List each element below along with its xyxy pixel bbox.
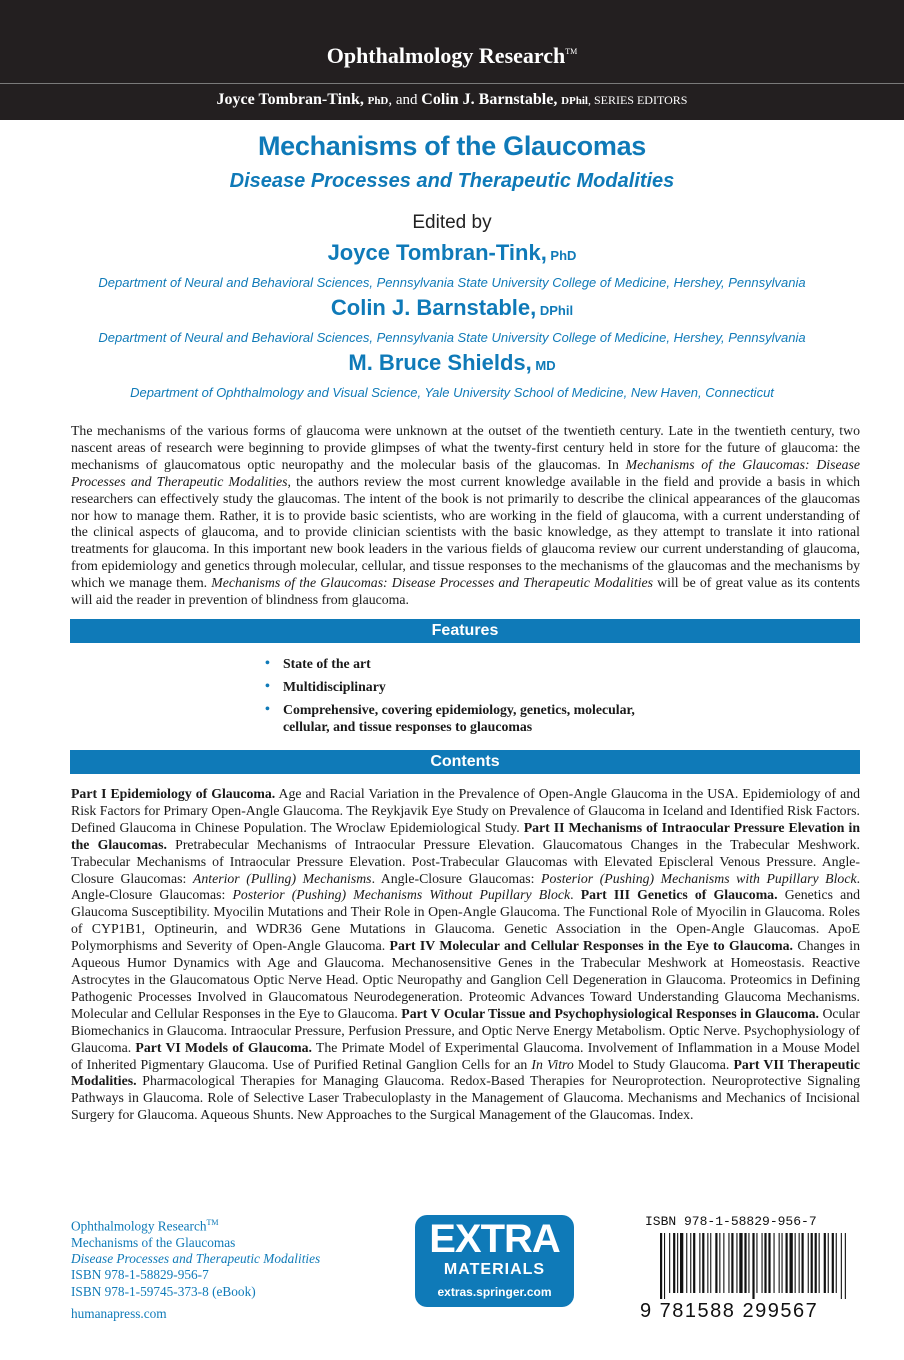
barcode-bar <box>690 1233 691 1293</box>
contents-segment: Model to Study Glaucoma. <box>573 1056 734 1072</box>
barcode-bar <box>739 1233 742 1293</box>
book-title: Mechanisms of the Glaucomas <box>257 131 646 161</box>
barcode-bar <box>836 1233 837 1293</box>
contents-segment: Genetics and Glaucoma Susceptibility. Myocilin Mutations and Their Role in Open-Angle Glaucoma. The Functional Role of Myocilin in Glaucoma. Roles of CYP1B1, Optineurin, and WDR36 Gene Mutations in Glaucoma. Genetic Association in the Open-Angle Glaucomas. ApoE Polymorphisms and Severity of Open-Angle Glaucoma. <box>71 887 861 954</box>
series-title: Ophthalmology Research™ <box>326 43 578 68</box>
barcode-bar <box>673 1233 675 1293</box>
contents-segment: Ocular Biomechanics in Glaucoma. Intraocular Pressure, Perfusion Pressure, and Optic Nerve Energy Metabolism. Optic Nerve. Psychophysiology of Glaucoma. <box>71 1005 860 1055</box>
barcode-bar <box>723 1233 724 1293</box>
barcode-bar <box>660 1233 662 1299</box>
feature-item: • Multidisciplinary <box>265 679 386 694</box>
barcode-bar <box>762 1233 763 1293</box>
contents-segment: The Primate Model of Experimental Glaucoma. Involvement of Inflammation in a Mouse Model of Inherited Pigmentary Glaucoma. Use of Purified Retinal Ganglion Cells for an <box>71 1039 860 1072</box>
contents-segment: Pharmacological Therapies for Managing Glaucoma. Redox-Based Therapies for Neuroprotection. Neuroprotective Signaling Pathways in Glaucoma. Role of Selective Laser Trabeculoplasty in the Management of Glaucoma. Mechanisms and Mechanics of Incisional Surgery for Glaucoma. Aqueous Shunts. New Approaches to the Surgical Management of the Glaucomas. Index. <box>71 1073 860 1123</box>
barcode-bar <box>677 1233 678 1293</box>
barcode-bar <box>680 1233 683 1293</box>
barcode-bar <box>693 1233 695 1293</box>
editor-name-2: Colin J. Barnstable, DPhil <box>330 295 574 320</box>
barcode-bar <box>748 1233 749 1293</box>
barcode-bar <box>799 1233 800 1293</box>
barcode-bar <box>744 1233 746 1293</box>
barcode-bar <box>756 1233 757 1293</box>
barcode-bar <box>841 1233 842 1299</box>
badge-url-text: extras.springer.com <box>437 1285 552 1299</box>
book-description: The mechanisms of the various forms of glaucoma were unknown at the outset of the twentieth century. Late in the twentieth century, two nascent areas of research were beginning to provide glimpses of what the twenty-first century held in store for the future of glaucoma: the mechanisms of glaucomatous optic neuropathy and the molecular basis of the glaucomas. In Mechanisms of the Glaucomas: Disease Processes and Therapeutic Modalities, the authors review the most current knowledge available in the field and provide a basis in which researchers can effectively study the glaucomas. The intent of the book is not primarily to describe the clinical appearances of the glaucomas nor how to manage them. Rather, it is to provide basic scientists, who are working in the field of glaucoma, with a current understanding of the clinical aspects of glaucoma, and to provide clinician scientists with the basic knowledge, as they attempt to translate it into rational treatments for glaucoma. In this important new book leaders in the various fields of glaucoma review our current understanding of glaucoma, from epidemiology and genetics through molecular, cellular, and tissue responses to the mechanisms of the glaucomas and the mechanisms by which we manage them. Mechanisms of the Glaucomas: Disease Processes and Therapeutic Modalities will be of great value as its contents will aid the reader in prevention of blindness from glaucoma. <box>71 423 860 608</box>
barcode-bar <box>686 1233 687 1293</box>
publisher-website[interactable]: humanapress.com <box>71 1306 167 1321</box>
barcode-bar <box>782 1233 783 1293</box>
contents-segment: . Angle-Closure Glaucomas: <box>71 870 861 903</box>
barcode-bar <box>786 1233 788 1293</box>
contents-part-heading: Part VII Therapeutic Modalities. <box>71 1056 860 1089</box>
editor-affiliation-1: Department of Neural and Behavioral Sciences, Pennsylvania State University College of Medicine, Hershey, Pennsylvania <box>98 275 806 290</box>
contents-segment: Age and Racial Variation in the Prevalence of Open-Angle Glaucoma in the USA. Epidemiology of and Risk Factors for Primary Open-Angle Glaucoma. The Reykjavik Eye Study on Prevalence of Glaucoma in Iceland and Identified Risk Factors. Defined Glaucoma in Chinese Population. The Wroclaw Epidemiological Study. <box>71 786 860 835</box>
barcode-bar <box>731 1233 733 1293</box>
contents-heading-bar: Contents <box>70 750 860 774</box>
barcode-bar <box>707 1233 708 1293</box>
contents-segment: Changes in Aqueous Humor Dynamics with Age and Glaucoma. Mechanosensitive Genes in the Trabecular Meshwork at Homeostasis. Reactive Astrocytes in the Glaucomatous Optic Nerve Head. Optic Neuropathy and Ganglion Cell Degeneration in Glaucoma. Proteomics in Defining Pathogenic Processes Involved in Glaucomatous Neurodegeneration. Proteomic Advances Toward Understanding Glaucoma Mechanisms. Molecular and Cellular Responses in the Eye to Glaucoma. <box>71 938 860 1021</box>
series-editors-line: Joyce Tombran-Tink, PhD, and Colin J. Barnstable, DPhil, SERIES EDITORS <box>216 91 688 108</box>
footer-book-info <box>71 1215 320 1300</box>
contents-part-heading: Part III Genetics of Glaucoma. <box>580 887 778 903</box>
barcode-bar <box>728 1233 729 1293</box>
barcode-bar <box>768 1233 770 1293</box>
contents-text <box>71 786 860 1124</box>
contents-segment: Anterior (Pulling) Mechanisms <box>192 870 372 886</box>
barcode-bar <box>669 1233 670 1293</box>
contents-part-heading: Part VI Models of Glaucoma. <box>135 1039 312 1055</box>
book-subtitle: Disease Processes and Therapeutic Modalities <box>229 170 675 192</box>
footer-subtitle: Disease Processes and Therapeutic Modalities <box>71 1251 321 1267</box>
barcode-bar <box>764 1233 766 1293</box>
editor-name-1: Joyce Tombran-Tink, PhD <box>327 240 577 265</box>
barcode-bar <box>845 1233 846 1299</box>
footer-isbn-print: ISBN 978-1-58829-956-7 <box>71 1267 209 1283</box>
footer-title: Mechanisms of the Glaucomas <box>71 1234 236 1250</box>
barcode-bar <box>808 1233 809 1293</box>
barcode-bar <box>824 1233 826 1293</box>
contents-part-heading: Part II Mechanisms of Intraocular Pressure Elevation in the Glaucomas. <box>71 819 861 852</box>
header-divider <box>0 83 904 84</box>
editor-affiliation-2: Department of Neural and Behavioral Sciences, Pennsylvania State University College of Medicine, Hershey, Pennsylvania <box>98 330 806 345</box>
barcode-bar <box>710 1233 711 1293</box>
barcode-bar <box>779 1233 780 1293</box>
contents-segment: Pretrabecular Mechanisms of Intraocular Pressure Elevation. Glaucomatous Changes in the Trabecular Meshwork. Trabecular Mechanisms of Intraocular Pressure Elevation. Post-Trabecular Glaucomas with Elevated Episcleral Venous Pressure. Angle-Closure Glaucomas: <box>71 836 860 886</box>
isbn-barcode <box>658 1233 858 1299</box>
contents-segment: In Vitro <box>531 1056 574 1072</box>
contents-segment: . Angle-Closure Glaucomas: <box>371 870 542 886</box>
barcode-bar <box>819 1233 820 1293</box>
barcode-bar <box>736 1233 737 1293</box>
features-list <box>263 655 683 741</box>
feature-item: • State of the art <box>265 656 371 671</box>
barcode-bar <box>790 1233 793 1293</box>
edited-by-label: Edited by <box>412 212 492 233</box>
barcode-bar <box>811 1233 813 1293</box>
badge-materials-text: MATERIALS <box>443 1261 546 1278</box>
feature-item: • Comprehensive, covering epidemiology, genetics, molecular, cellular, and tissue responses to glaucomas <box>265 702 635 734</box>
contents-segment: . <box>570 887 581 903</box>
features-heading-bar: Features <box>70 619 860 643</box>
barcode-bar <box>702 1233 704 1293</box>
barcode-bar <box>802 1233 804 1293</box>
contents-part-heading: Part IV Molecular and Cellular Responses in the Eye to Glaucoma. <box>389 938 794 954</box>
contents-segment: Posterior (Pushing) Mechanisms Without Pupillary Block <box>232 887 571 903</box>
editor-affiliation-3: Department of Ophthalmology and Visual Science, Yale University School of Medicine, New Haven, Connecticut <box>130 385 774 400</box>
series-header-band <box>0 0 904 120</box>
badge-extra-text: EXTRA <box>429 1217 560 1261</box>
footer-series: Ophthalmology Research™ <box>71 1218 219 1234</box>
barcode-bar <box>795 1233 796 1293</box>
barcode-bar <box>828 1233 829 1293</box>
trademark-mark: TM <box>565 47 578 56</box>
contents-segment: Posterior (Pushing) Mechanisms with Pupillary Block <box>541 870 857 886</box>
contents-part-heading: Part V Ocular Tissue and Psychophysiological Responses in Glaucoma. <box>401 1005 819 1021</box>
barcode-bar <box>699 1233 700 1293</box>
bullet-icon: • <box>265 656 270 671</box>
contents-part-heading: Part I Epidemiology of Glaucoma. <box>71 786 276 801</box>
barcode-bar <box>752 1233 754 1299</box>
barcode-digits: 9 781588 299567 <box>640 1300 819 1322</box>
barcode-bar <box>664 1233 665 1299</box>
bullet-icon: • <box>265 679 270 694</box>
barcode-bar <box>774 1233 775 1293</box>
extra-materials-badge[interactable] <box>415 1215 574 1307</box>
editor-name-3: M. Bruce Shields, MD <box>348 350 556 375</box>
barcode-bar <box>715 1233 717 1293</box>
bullet-icon: • <box>265 702 270 717</box>
footer-isbn-ebook: ISBN 978-1-59745-373-8 (eBook) <box>71 1283 256 1299</box>
barcode-isbn-label: ISBN 978-1-58829-956-7 <box>645 1214 817 1229</box>
barcode-bar <box>719 1233 720 1293</box>
barcode-bar <box>832 1233 834 1293</box>
barcode-bar <box>815 1233 817 1293</box>
